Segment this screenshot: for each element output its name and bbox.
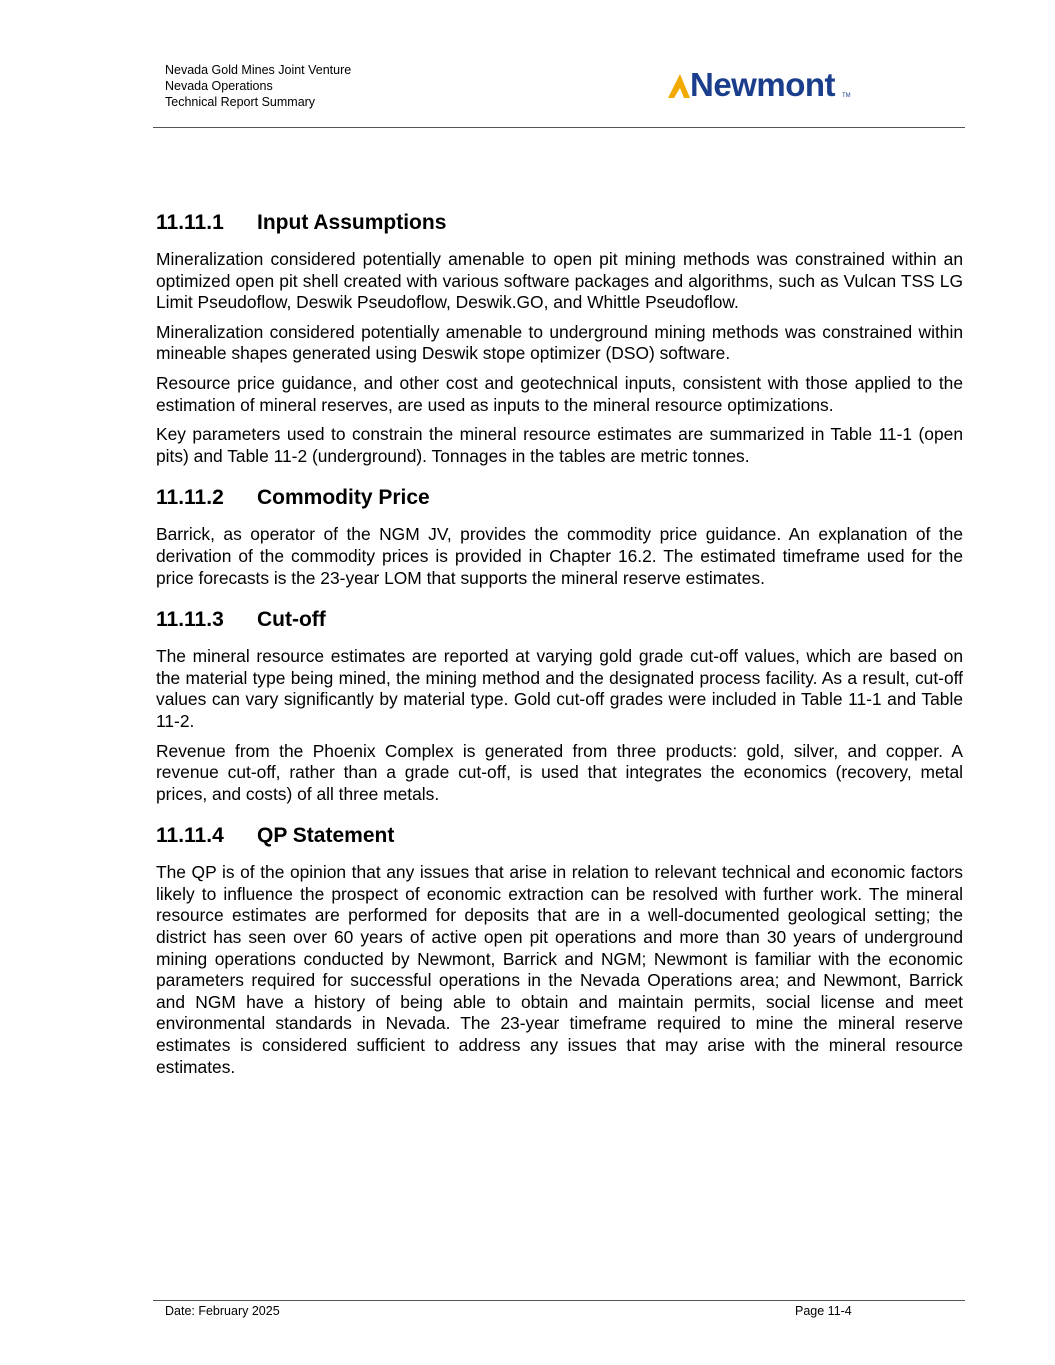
paragraph: Mineralization considered potentially amenable to underground mining methods was constrained within mineable shapes generated using Deswik stope optimizer (DSO) software. (156, 321, 963, 364)
section-title: Commodity Price (257, 486, 430, 510)
newmont-logo (668, 66, 858, 106)
header-divider (153, 127, 965, 128)
section-heading (156, 206, 963, 240)
paragraph: Resource price guidance, and other cost and geotechnical inputs, consistent with those applied to the estimation of mineral reserves, are used as inputs to the mineral resource optimizations. (156, 372, 963, 415)
header-report-type: Technical Report Summary (165, 95, 316, 109)
section-commodity-price (156, 481, 963, 589)
footer-page-number: Page 11-4 (795, 1304, 852, 1318)
newmont-logo-mark-icon (668, 70, 692, 102)
section-number: 11.11.4 (156, 824, 224, 848)
logo-trademark: TM (842, 93, 851, 99)
section-number: 11.11.2 (156, 486, 224, 510)
section-heading (156, 603, 963, 637)
section-heading (156, 481, 963, 515)
paragraph: The mineral resource estimates are reported at varying gold grade cut-off values, which are based on the material type being mined, the mining method and the designated process facility. As a result, cut-off values can vary significantly by material type. Gold cut-off grades were included in Table 11-1 and Table 11-2. (156, 646, 963, 731)
logo-wordmark: Newmont (690, 66, 835, 103)
section-number: 11.11.3 (156, 608, 224, 632)
footer-date: Date: February 2025 (165, 1304, 280, 1318)
paragraph: Key parameters used to constrain the mineral resource estimates are summarized in Table 11-1 (open pits) and Table 11-2 (underground). Tonnages in the tables are metric tonnes. (156, 424, 963, 466)
paragraph: Revenue from the Phoenix Complex is generated from three products: gold, silver, and copper. A revenue cut-off, rather than a grade cut-off, is used that integrates the economics (recovery, metal prices, and costs) of all three metals. (156, 740, 963, 804)
section-title: Input Assumptions (257, 211, 447, 234)
section-title: Cut-off (257, 608, 326, 632)
section-cut-off (156, 603, 963, 805)
paragraph: Barrick, as operator of the NGM JV, provides the commodity price guidance. An explanation of the derivation of the commodity prices is provided in Chapter 16.2. The estimated timeframe used for the price forecasts is the 23-year LOM that supports the mineral reserve estimates. (156, 524, 963, 588)
header-operation: Nevada Operations (165, 79, 273, 93)
section-heading (156, 819, 963, 853)
section-title: QP Statement (257, 824, 395, 848)
footer-divider (153, 1300, 965, 1301)
section-qp-statement (156, 819, 963, 1078)
section-number: 11.11.1 (156, 211, 224, 234)
document-body (156, 206, 963, 1092)
header-company: Nevada Gold Mines Joint Venture (165, 63, 352, 77)
report-header (165, 62, 351, 110)
section-input-assumptions (156, 206, 963, 467)
paragraph: The QP is of the opinion that any issues that arise in relation to relevant technical and economic factors likely to influence the prospect of economic extraction can be resolved with further work. The mineral resource estimates are performed for deposits that are in a well-documented geological setting; the district has seen over 60 years of active open pit operations and more than 30 years of underground mining operations conducted by Newmont, Barrick and NGM; Newmont is familiar with the economic parameters required for successful operations in the Nevada Operations area; and Newmont, Barrick and NGM have a history of being able to obtain and maintain permits, social license and meet environmental standards in Nevada. The 23-year timeframe required to mine the mineral reserve estimates is considered sufficient to address any issues that may arise with the mineral resource estimates. (156, 862, 963, 1077)
paragraph: Mineralization considered potentially amenable to open pit mining methods was constrained within an optimized open pit shell created with various software packages and algorithms, such as Vulcan TSS LG Limit Pseudoflow, Deswik Pseudoflow, Deswik.GO, and Whittle Pseudoflow. (156, 249, 963, 313)
